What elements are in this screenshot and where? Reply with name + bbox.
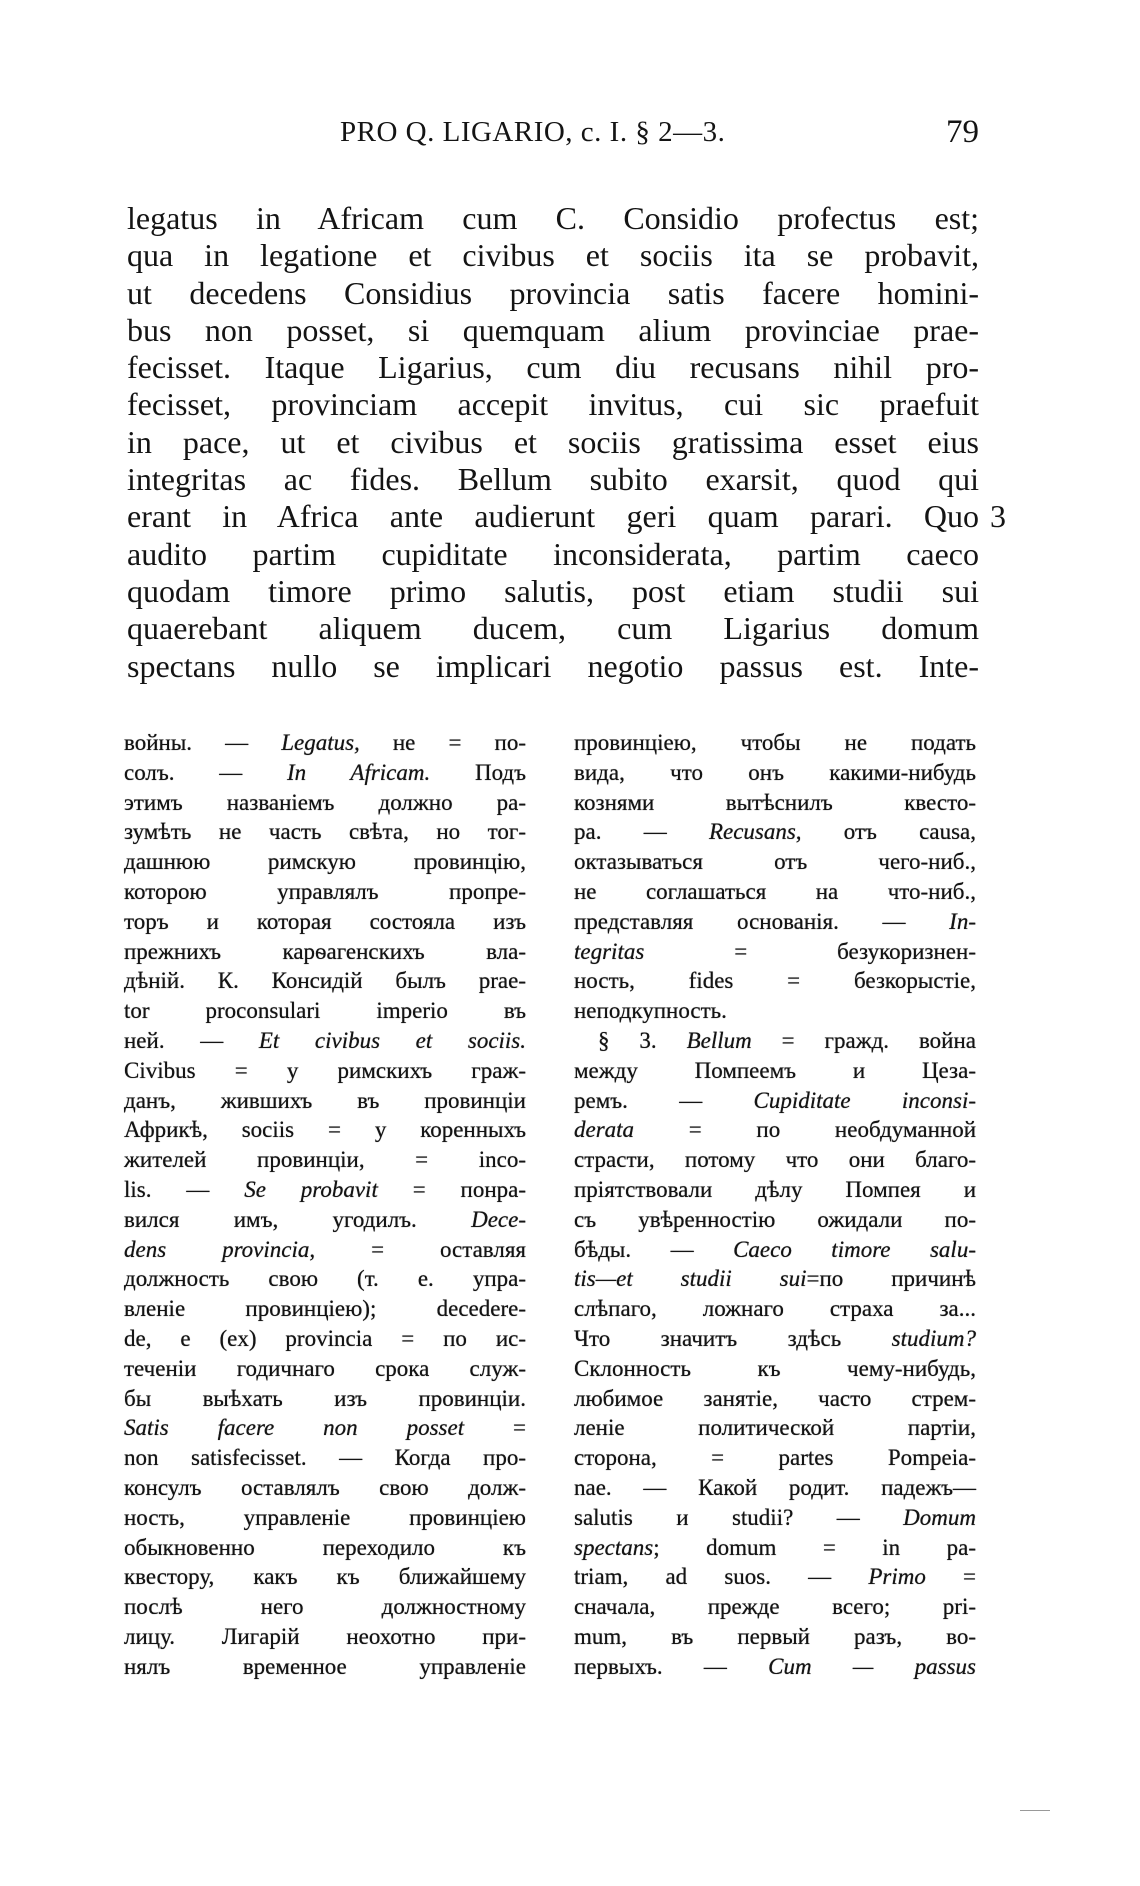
text-segment: пріятствовали дѣлу Помпея и — [574, 1176, 976, 1202]
text-segment: сначала, прежде всего; pri- — [574, 1594, 976, 1620]
commentary-line — [574, 966, 976, 996]
text-segment: представляя основанія. — — [574, 908, 950, 934]
commentary-line — [574, 1592, 976, 1622]
italic-term: In Africam. — [286, 759, 431, 785]
text-line — [127, 275, 979, 312]
text-segment: не = по- — [359, 730, 526, 755]
text-segment: lis. — — [124, 1176, 245, 1202]
text-segment: должность свою (т. е. упра- — [124, 1266, 526, 1292]
commentary-line — [124, 1413, 526, 1443]
text-segment: fecisset, provinciam accepit invitus, cui sic praefuit — [127, 386, 979, 423]
text-line — [127, 648, 979, 685]
text-segment: торъ и которая состояла изъ — [124, 908, 526, 934]
text-segment: жителей провинціи, = inco- — [124, 1147, 526, 1173]
text-line — [127, 200, 979, 237]
text-segment: прежнихъ карѳагенскихъ вла- — [124, 938, 526, 964]
text-segment: = гражд. война — [751, 1027, 976, 1053]
commentary-line — [124, 1443, 526, 1473]
page-number: 79 — [946, 114, 979, 150]
latin-text-block — [127, 200, 979, 685]
text-line — [127, 610, 979, 647]
italic-term: Dece- — [471, 1206, 526, 1232]
commentary-line — [124, 1056, 526, 1086]
commentary-line — [124, 937, 526, 967]
commentary-line — [574, 877, 976, 907]
commentary-line — [574, 1413, 976, 1443]
italic-term: Primo — [868, 1564, 926, 1590]
text-segment: нялъ временное управленіе — [124, 1653, 526, 1679]
commentary-line — [124, 1145, 526, 1175]
text-segment: integritas ac fides. Bellum subito exarsit, quod qui — [127, 461, 979, 498]
text-segment: Civibus = у римскихъ граж- — [124, 1057, 526, 1083]
text-segment: Склонность къ чему-нибудь, — [574, 1355, 976, 1381]
text-segment: обыкновенно переходило къ — [124, 1534, 526, 1560]
text-segment: лицу. Лигарій неохотно при- — [124, 1623, 526, 1649]
italic-term: dens provincia, — [124, 1236, 316, 1262]
text-line — [127, 312, 979, 349]
text-segment: bus non posset, si quemquam alium provinciae prae- — [127, 311, 979, 348]
text-line — [127, 536, 979, 573]
text-segment: ность, fides = безкорыстіе, — [574, 968, 976, 994]
text-segment: первыхъ. — — [574, 1653, 769, 1679]
commentary-line — [574, 1056, 976, 1086]
text-segment: fecisset. Itaque Ligarius, cum diu recusans nihil pro- — [127, 349, 979, 386]
text-segment: кознями вытѣснилъ квесто- — [574, 789, 976, 815]
text-segment: in pace, ut et civibus et sociis gratissima esset eius — [127, 423, 979, 460]
commentary-line — [574, 1622, 976, 1652]
text-segment: ; domum = in pa- — [653, 1534, 976, 1560]
text-segment: провинціею, чтобы не подать — [574, 730, 976, 755]
commentary-line — [124, 1294, 526, 1324]
text-segment: слѣпаго, ложнаго страха за... — [574, 1296, 976, 1322]
commentary-left-column — [124, 728, 526, 1682]
text-segment: = — [464, 1415, 526, 1441]
italic-term: Recusans, — [708, 819, 802, 845]
commentary-line — [124, 1473, 526, 1503]
text-segment: неподкупность. — [574, 998, 727, 1024]
text-segment: tor proconsulari imperio въ — [124, 998, 526, 1024]
text-segment: ut decedens Considius provincia satis facere homini- — [127, 274, 979, 311]
commentary-line — [574, 1086, 976, 1116]
italic-term: tegritas — [574, 938, 645, 964]
text-segment: теченіи годичнаго срока служ- — [124, 1355, 526, 1381]
commentary-line — [124, 1115, 526, 1145]
text-segment: ность, управленіе провинціею — [124, 1504, 526, 1530]
running-header — [127, 116, 979, 156]
text-segment: Что значитъ здѣсь — [574, 1325, 892, 1351]
commentary-line — [124, 788, 526, 818]
commentary-line — [574, 1235, 976, 1265]
commentary-line — [124, 996, 526, 1026]
text-segment: mum, въ первый разъ, во- — [574, 1623, 976, 1649]
text-segment: erant in Africa ante audierunt geri quam parari. Quo — [127, 498, 979, 535]
commentary-line — [124, 966, 526, 996]
text-segment: бѣды. — — [574, 1236, 734, 1262]
text-segment: вленіе провинціею); decedere- — [124, 1296, 526, 1322]
text-segment: Подъ — [430, 759, 527, 785]
text-segment: отъ causa, — [801, 819, 976, 845]
commentary-line — [124, 1533, 526, 1563]
text-segment: вида, что онъ какими-нибудь — [574, 759, 976, 785]
commentary-line — [574, 907, 976, 937]
commentary-line — [124, 1026, 526, 1056]
text-segment: леніе политической партіи, — [574, 1415, 976, 1441]
italic-term: In- — [949, 908, 976, 934]
text-line — [127, 386, 979, 423]
page-smudge — [1020, 1810, 1050, 1811]
text-segment: audito partim cupiditate inconsiderata, partim caeco — [127, 535, 979, 572]
commentary-line — [574, 1026, 976, 1056]
commentary-line — [124, 907, 526, 937]
commentary-line — [124, 1384, 526, 1414]
text-segment: квестору, какъ къ ближайшему — [124, 1564, 526, 1590]
commentary-line — [124, 1592, 526, 1622]
text-segment: =по причинѣ — [806, 1266, 976, 1292]
text-segment: § 3. — [598, 1027, 687, 1053]
text-segment: дашнюю римскую провинцію, — [124, 849, 526, 875]
text-segment: послѣ него должностному — [124, 1594, 526, 1620]
text-segment: страсти, потому что они благо- — [574, 1147, 976, 1173]
commentary-line — [124, 1652, 526, 1682]
italic-term: studium? — [891, 1325, 976, 1351]
commentary-line — [124, 1086, 526, 1116]
commentary-line — [124, 1324, 526, 1354]
commentary-line — [574, 1354, 976, 1384]
italic-term: derata — [574, 1117, 635, 1143]
commentary-line — [574, 1145, 976, 1175]
text-segment: между Помпеемъ и Цеза- — [574, 1057, 976, 1083]
commentary-line — [124, 1175, 526, 1205]
commentary-line — [574, 996, 976, 1026]
text-segment: любимое занятіе, часто стрем- — [574, 1385, 976, 1411]
text-segment: этимъ названіемъ должно ра- — [124, 789, 526, 815]
italic-term: Cum — passus — [768, 1653, 976, 1679]
commentary-line — [124, 1562, 526, 1592]
commentary-line — [574, 788, 976, 818]
commentary-line — [574, 1264, 976, 1294]
commentary-right-column — [574, 728, 976, 1682]
text-segment: войны. — — [124, 730, 282, 755]
commentary-line — [574, 1175, 976, 1205]
commentary-line — [124, 1205, 526, 1235]
commentary-line — [574, 1443, 976, 1473]
text-segment: de, e (ex) provincia = по ис- — [124, 1325, 526, 1351]
section-margin-number: 3 — [990, 498, 1006, 534]
italic-term: Caeco timore salu- — [733, 1236, 976, 1262]
text-segment: spectans nullo se implicari negotio passus est. Inte- — [127, 647, 979, 684]
text-segment: бы выѣхать изъ провинціи. — [124, 1385, 526, 1411]
commentary-line — [124, 1622, 526, 1652]
commentary-line — [574, 1473, 976, 1503]
text-segment: ра. — — [574, 819, 709, 845]
italic-term: Cupiditate inconsi- — [753, 1087, 977, 1113]
text-segment: вился имъ, угодилъ. — [124, 1206, 472, 1232]
text-segment: ремъ. — — [574, 1087, 754, 1113]
italic-term: Et civibus et sociis. — [258, 1027, 527, 1053]
text-segment: nae. — Какой родит. падежъ— — [574, 1474, 976, 1500]
commentary-line — [574, 1533, 976, 1563]
italic-term: Se probavit — [244, 1176, 378, 1202]
text-segment: = по необдуманной — [634, 1117, 976, 1143]
commentary-line — [574, 847, 976, 877]
text-segment: Африкѣ, sociis = у коренныхъ — [124, 1117, 526, 1143]
commentary-line — [124, 817, 526, 847]
italic-term: tis—et studii sui — [574, 1266, 807, 1292]
text-line — [127, 424, 979, 461]
commentary-line — [124, 1235, 526, 1265]
commentary-line — [574, 1205, 976, 1235]
commentary-line — [574, 1384, 976, 1414]
text-segment: quodam timore primo salutis, post etiam studii sui — [127, 572, 979, 609]
commentary-line — [574, 1652, 976, 1682]
text-segment: ней. — — [124, 1027, 259, 1053]
text-segment: legatus in Africam cum C. Considio profectus est; — [127, 200, 979, 236]
text-segment: quaerebant aliquem ducem, cum Ligarius domum — [127, 610, 979, 647]
italic-term: Satis facere non posset — [124, 1415, 465, 1441]
text-segment: non satisfecisset. — Когда про- — [124, 1445, 526, 1471]
text-segment: данъ, жившихъ въ провинціи — [124, 1087, 526, 1113]
text-line — [127, 349, 979, 386]
text-segment: qua in legatione et civibus et sociis ita se probavit, — [127, 237, 979, 274]
text-line — [127, 237, 979, 274]
text-segment: salutis и studii? — — [574, 1504, 904, 1530]
commentary-line — [124, 728, 526, 758]
text-line — [127, 498, 979, 535]
text-segment: съ увѣренностію ожидали по- — [574, 1206, 976, 1232]
commentary-line — [574, 758, 976, 788]
commentary-line — [574, 728, 976, 758]
italic-term: Legatus, — [281, 730, 360, 755]
commentary-line — [574, 1115, 976, 1145]
italic-term: Domum — [903, 1504, 976, 1530]
text-segment: сторона, = partes Pompeia- — [574, 1445, 976, 1471]
text-segment: не соглашаться на что-ниб., — [574, 878, 976, 904]
commentary-line — [124, 758, 526, 788]
commentary-line — [574, 1562, 976, 1592]
text-segment: triam, ad suos. — — [574, 1564, 869, 1590]
commentary-line — [124, 1264, 526, 1294]
italic-term: spectans — [574, 1534, 654, 1560]
text-line — [127, 461, 979, 498]
commentary-line — [574, 1503, 976, 1533]
commentary-line — [574, 1324, 976, 1354]
commentary-line — [124, 1354, 526, 1384]
commentary-line — [574, 817, 976, 847]
commentary-line — [124, 847, 526, 877]
text-segment: зумѣть не часть свѣта, но тог- — [124, 819, 526, 845]
commentary-line — [124, 1503, 526, 1533]
text-segment: = понра- — [377, 1176, 526, 1202]
commentary-line — [574, 1294, 976, 1324]
text-segment: дѣній. К. Консидій былъ prae- — [124, 968, 526, 994]
text-segment: = безукоризнен- — [644, 938, 976, 964]
italic-term: Bellum — [686, 1027, 752, 1053]
running-title: PRO Q. LIGARIO, c. I. § 2—3. — [340, 116, 726, 148]
text-segment: октазываться отъ чего-ниб., — [574, 849, 976, 875]
text-line — [127, 573, 979, 610]
text-segment: = — [925, 1564, 976, 1590]
text-segment: = оставляя — [315, 1236, 526, 1262]
text-segment: солъ. — — [124, 759, 287, 785]
text-segment: консулъ оставлялъ свою долж- — [124, 1474, 526, 1500]
commentary-line — [124, 877, 526, 907]
commentary-line — [574, 937, 976, 967]
text-segment: которою управлялъ пропре- — [124, 878, 526, 904]
